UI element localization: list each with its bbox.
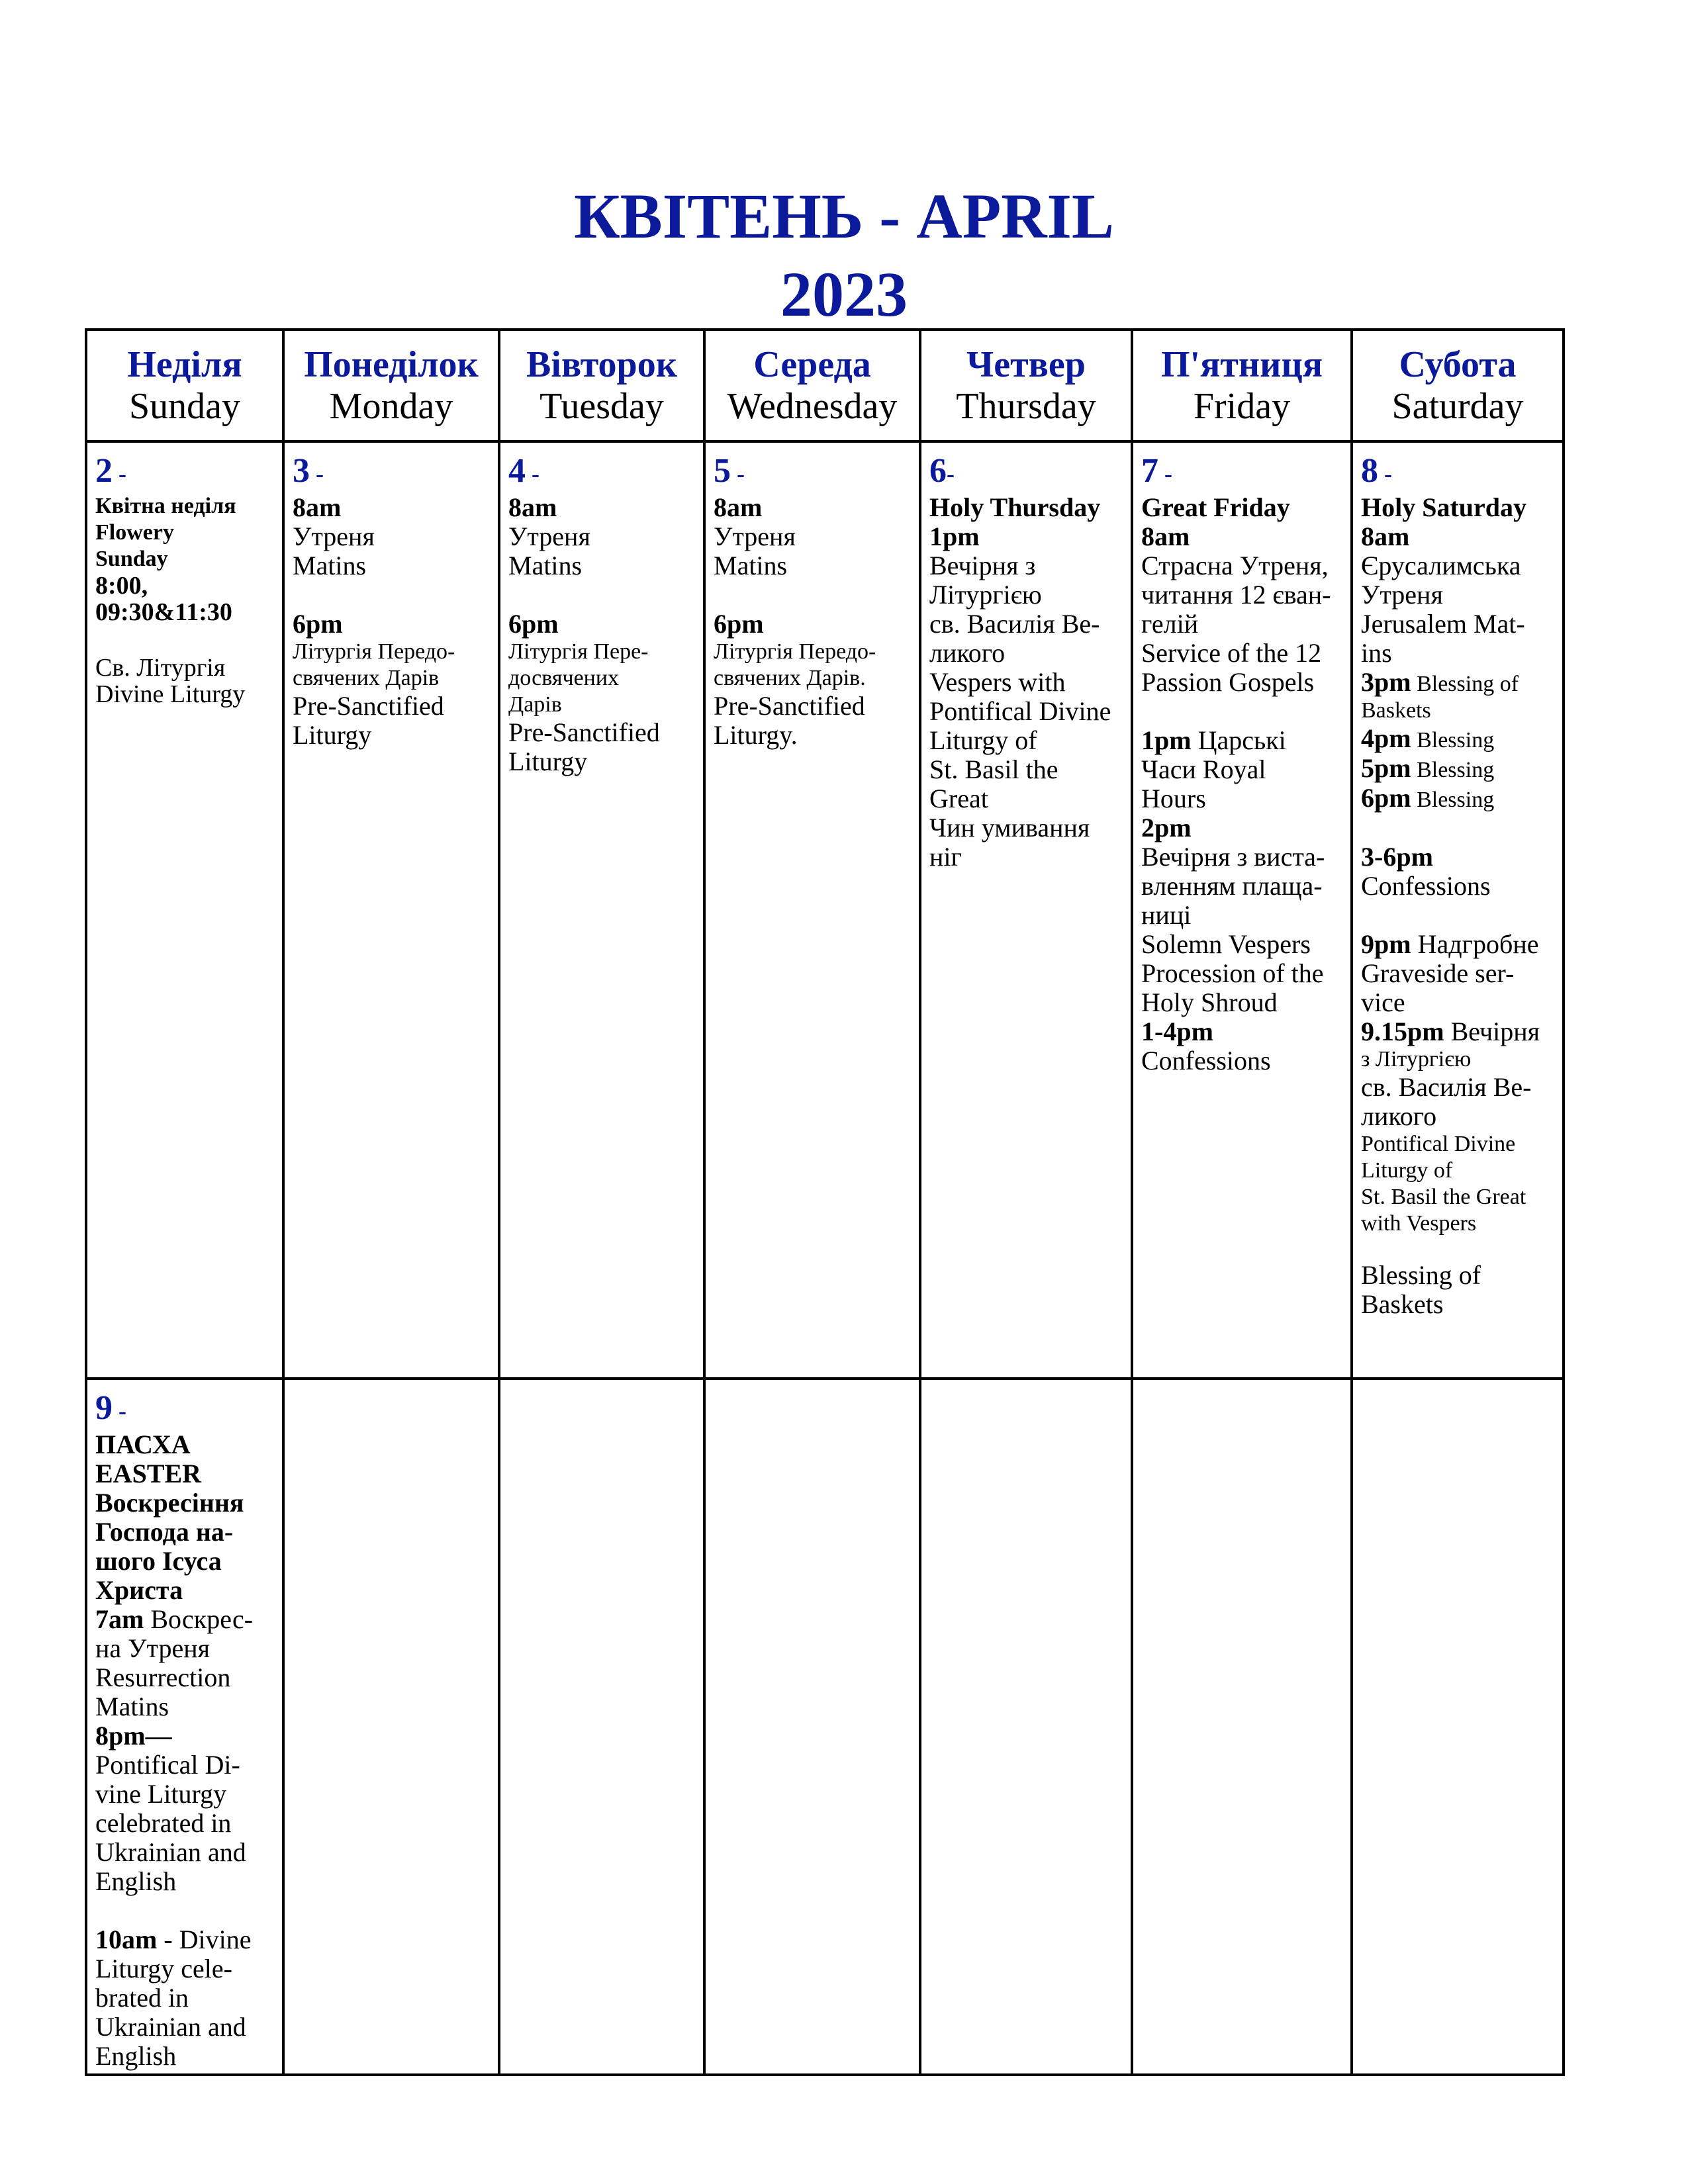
day-number: 6- — [929, 452, 955, 490]
header-thursday: Четвер Thursday — [920, 330, 1132, 441]
day-number: 8 - — [1361, 452, 1392, 490]
day-cell-9: 9 - ПАСХА EASTER Воскресіння Господа на- шого Ісуса Христа 7am Воскрес- на Утреня Resurrection Matins 8pm— Pontifical Di- vine Liturgy celebrated in Ukrainian and English 10am - Divine Liturgy cele- brated in Ukrainian and English — [86, 1379, 283, 2075]
day-cell-empty — [920, 1379, 1132, 2075]
page-title — [0, 177, 1688, 334]
day-cell-5: 5 - 8am Утреня Matins 6pm Літургія Передо- свячених Дарів. Pre-Sanctified Liturgy. — [704, 441, 920, 1379]
day-number: 3 - — [293, 452, 324, 490]
header-sunday: Неділя Sunday — [86, 330, 283, 441]
day-number: 7 - — [1141, 452, 1172, 490]
week-row — [86, 1379, 1564, 2075]
day-cell-empty — [1352, 1379, 1564, 2075]
day-cell-2: 2 - Квітна неділя Flowery Sunday 8:00, 09:30&11:30 Св. Літургія Divine Liturgy — [86, 441, 283, 1379]
weekday-header-row — [86, 330, 1564, 441]
day-cell-empty — [704, 1379, 920, 2075]
week-row — [86, 441, 1564, 1379]
header-wednesday: Середа Wednesday — [704, 330, 920, 441]
day-number: 4 - — [508, 452, 539, 490]
day-number: 2 - — [95, 452, 126, 490]
title-month: КВІТЕНЬ - APRIL — [574, 181, 1114, 251]
day-cell-6: 6- Holy Thursday 1pm Вечірня з Літургією св. Василія Ве- ликого Vespers with Pontifical Divine Liturgy of St. Basil the Great Чин умивання ніг — [920, 441, 1132, 1379]
day-number: 5 - — [714, 452, 745, 490]
title-year: 2023 — [780, 259, 908, 330]
day-cell-empty — [1132, 1379, 1352, 2075]
day-cell-7: 7 - Great Friday 8am Страсна Утреня, читання 12 єван- гелій Service of the 12 Passion Gospels 1pm Царські Часи Royal Hours 2pm Вечірня з виста- вленням плаща- ниці Solemn Vespers Procession of the Holy Shroud 1-4pm Confessions — [1132, 441, 1352, 1379]
day-cell-empty — [283, 1379, 499, 2075]
calendar-table — [85, 328, 1565, 2076]
day-cell-3: 3 - 8am Утреня Matins 6pm Літургія Передо- свячених Дарів Pre-Sanctified Liturgy — [283, 441, 499, 1379]
header-monday: Понеділок Monday — [283, 330, 499, 441]
header-tuesday: Вівторок Tuesday — [499, 330, 704, 441]
day-cell-empty — [499, 1379, 704, 2075]
header-saturday: Субота Saturday — [1352, 330, 1564, 441]
day-cell-4: 4 - 8am Утреня Matins 6pm Літургія Пере- досвячених Дарів Pre-Sanctified Liturgy — [499, 441, 704, 1379]
day-number: 9 - — [95, 1389, 126, 1427]
day-cell-8: 8 - Holy Saturday 8am Єрусалимська Утреня Jerusalem Mat- ins 3pm Blessing of Baskets 4pm Blessing 5pm Blessing 6pm Blessing 3-6pm Confessions 9pm Надгробне Graveside ser- vice 9.15pm Вечірня з Літургією св. Василія Ве- ликого Pontifical Divine Liturgy of St. Basil the Great with Vespers Blessing of Baskets — [1352, 441, 1564, 1379]
header-friday: П'ятниця Friday — [1132, 330, 1352, 441]
